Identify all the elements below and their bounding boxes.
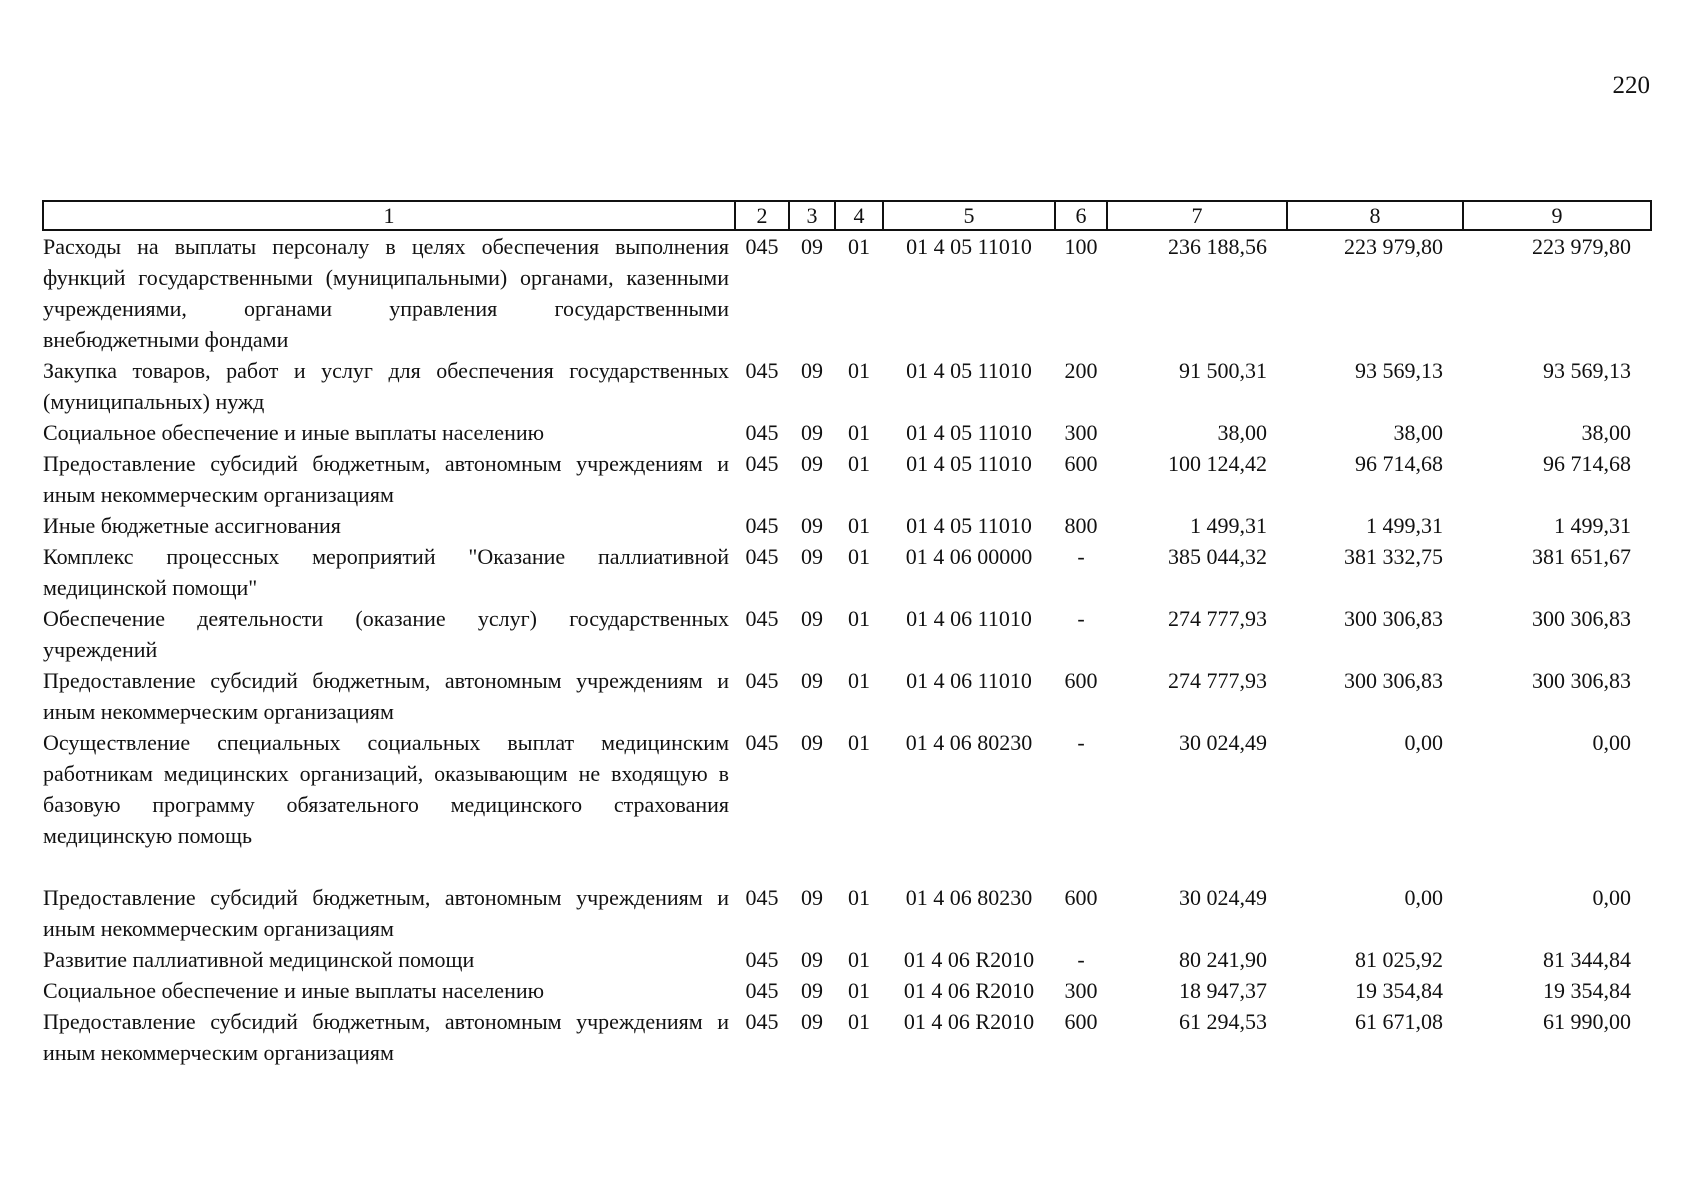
amount-col7-cell: 236 188,56 (1168, 234, 1267, 259)
expense-type-cell: 200 (1064, 358, 1098, 383)
amount-col7-cell: 61 294,53 (1179, 1009, 1267, 1034)
subsection-code-cell: 01 (848, 451, 870, 476)
header-cell-4: 4 (835, 201, 883, 230)
expense-type-cell: 800 (1064, 513, 1098, 538)
row-name-cell: Иные бюджетные ассигнования (43, 513, 341, 538)
table-row (43, 448, 1651, 510)
row-name-cell: Предоставление субсидий бюджетным, автономным учреждениям и иным некоммерческим организациям (43, 668, 729, 724)
amount-col9-cell: 19 354,84 (1543, 978, 1631, 1003)
table-row (43, 355, 1651, 417)
amount-col7-cell: 385 044,32 (1168, 544, 1267, 569)
amount-col8-cell: 96 714,68 (1355, 451, 1443, 476)
section-code-cell: 09 (801, 358, 823, 383)
amount-col8-cell: 61 671,08 (1355, 1009, 1443, 1034)
subsection-code-cell: 01 (848, 885, 870, 910)
table-row (43, 541, 1651, 603)
amount-col9-cell: 223 979,80 (1532, 234, 1631, 259)
amount-col9-cell: 61 990,00 (1543, 1009, 1631, 1034)
row-name-cell: Социальное обеспечение и иные выплаты населению (43, 420, 545, 445)
target-article-cell: 01 4 05 11010 (906, 234, 1032, 259)
section-code-cell: 09 (801, 234, 823, 259)
amount-col7-cell: 100 124,42 (1168, 451, 1267, 476)
amount-col7-cell: 30 024,49 (1179, 730, 1267, 755)
amount-col7-cell: 18 947,37 (1179, 978, 1267, 1003)
table-row (43, 1006, 1651, 1068)
table-row (43, 603, 1651, 665)
table-row (43, 230, 1651, 355)
row-name-cell: Обеспечение деятельности (оказание услуг) государственных учреждений (43, 606, 729, 662)
section-code-cell: 09 (801, 544, 823, 569)
table-row (43, 851, 1651, 944)
amount-col8-cell: 93 569,13 (1355, 358, 1443, 383)
section-code-cell: 09 (801, 978, 823, 1003)
ministry-code-cell: 045 (745, 420, 779, 445)
header-cell-1: 1 (43, 201, 735, 230)
amount-col9-cell: 96 714,68 (1543, 451, 1631, 476)
expense-type-cell: - (1077, 947, 1085, 972)
budget-table (42, 200, 1652, 1068)
amount-col7-cell: 91 500,31 (1179, 358, 1267, 383)
amount-col9-cell: 300 306,83 (1532, 606, 1631, 631)
amount-col8-cell: 38,00 (1393, 420, 1443, 445)
subsection-code-cell: 01 (848, 358, 870, 383)
header-cell-3: 3 (789, 201, 835, 230)
table-row (43, 975, 1651, 1006)
amount-col8-cell: 381 332,75 (1344, 544, 1443, 569)
subsection-code-cell: 01 (848, 947, 870, 972)
amount-col8-cell: 300 306,83 (1344, 668, 1443, 693)
amount-col9-cell: 0,00 (1592, 885, 1631, 910)
expense-type-cell: 600 (1064, 885, 1098, 910)
expense-type-cell: 600 (1064, 668, 1098, 693)
header-cell-8: 8 (1287, 201, 1463, 230)
amount-col8-cell: 223 979,80 (1344, 234, 1443, 259)
amount-col7-cell: 38,00 (1217, 420, 1267, 445)
expense-type-cell: - (1077, 606, 1085, 631)
amount-col9-cell: 38,00 (1581, 420, 1631, 445)
header-cell-7: 7 (1107, 201, 1287, 230)
table-row (43, 510, 1651, 541)
target-article-cell: 01 4 05 11010 (906, 420, 1032, 445)
section-code-cell: 09 (801, 668, 823, 693)
section-code-cell: 09 (801, 606, 823, 631)
section-code-cell: 09 (801, 947, 823, 972)
expense-type-cell: 600 (1064, 1009, 1098, 1034)
target-article-cell: 01 4 06 80230 (905, 730, 1033, 755)
ministry-code-cell: 045 (745, 358, 779, 383)
amount-col7-cell: 30 024,49 (1179, 885, 1267, 910)
table-row (43, 665, 1651, 727)
ministry-code-cell: 045 (745, 234, 779, 259)
row-name-cell: Предоставление субсидий бюджетным, автономным учреждениям и иным некоммерческим организациям (43, 451, 729, 507)
target-article-cell: 01 4 05 11010 (906, 358, 1032, 383)
expense-type-cell: 600 (1064, 451, 1098, 476)
subsection-code-cell: 01 (848, 668, 870, 693)
amount-col9-cell: 300 306,83 (1532, 668, 1631, 693)
table-body (43, 230, 1651, 1068)
amount-col9-cell: 381 651,67 (1532, 544, 1631, 569)
header-cell-6: 6 (1055, 201, 1107, 230)
target-article-cell: 01 4 06 11010 (906, 606, 1032, 631)
table-row (43, 417, 1651, 448)
expense-type-cell: - (1077, 544, 1085, 569)
subsection-code-cell: 01 (848, 606, 870, 631)
ministry-code-cell: 045 (745, 885, 779, 910)
row-name-cell: Предоставление субсидий бюджетным, автономным учреждениям и иным некоммерческим организациям (43, 885, 729, 941)
expense-type-cell: 300 (1064, 978, 1098, 1003)
expense-type-cell: 300 (1064, 420, 1098, 445)
subsection-code-cell: 01 (848, 978, 870, 1003)
target-article-cell: 01 4 06 R2010 (903, 947, 1035, 972)
amount-col7-cell: 1 499,31 (1190, 513, 1267, 538)
amount-col9-cell: 1 499,31 (1554, 513, 1631, 538)
row-name-cell: Социальное обеспечение и иные выплаты населению (43, 978, 545, 1003)
subsection-code-cell: 01 (848, 544, 870, 569)
expense-type-cell: 100 (1064, 234, 1098, 259)
target-article-cell: 01 4 05 11010 (906, 513, 1032, 538)
ministry-code-cell: 045 (745, 1009, 779, 1034)
row-name-cell: Осуществление специальных социальных выплат медицинским работникам медицинских организаций, оказывающим не входящую в базовую программу обязательного медицинского страхования медицинскую помощь (43, 730, 729, 848)
amount-col9-cell: 81 344,84 (1543, 947, 1631, 972)
target-article-cell: 01 4 06 R2010 (903, 1009, 1035, 1034)
target-article-cell: 01 4 06 11010 (906, 668, 1032, 693)
section-code-cell: 09 (801, 730, 823, 755)
row-name-cell: Расходы на выплаты персоналу в целях обеспечения выполнения функций государственными (муниципальными) органами, казенными учреждениями, органами управления государственными внебюджетными фондами (43, 234, 729, 352)
ministry-code-cell: 045 (745, 606, 779, 631)
subsection-code-cell: 01 (848, 234, 870, 259)
target-article-cell: 01 4 06 00000 (905, 544, 1033, 569)
ministry-code-cell: 045 (745, 451, 779, 476)
header-cell-2: 2 (735, 201, 789, 230)
ministry-code-cell: 045 (745, 978, 779, 1003)
expense-type-cell: - (1077, 730, 1085, 755)
header-row (43, 201, 1651, 230)
table-row (43, 944, 1651, 975)
target-article-cell: 01 4 05 11010 (906, 451, 1032, 476)
ministry-code-cell: 045 (745, 544, 779, 569)
amount-col9-cell: 93 569,13 (1543, 358, 1631, 383)
target-article-cell: 01 4 06 R2010 (903, 978, 1035, 1003)
amount-col7-cell: 80 241,90 (1179, 947, 1267, 972)
section-code-cell: 09 (801, 513, 823, 538)
ministry-code-cell: 045 (745, 947, 779, 972)
header-cell-9: 9 (1463, 201, 1651, 230)
amount-col8-cell: 19 354,84 (1355, 978, 1443, 1003)
row-name-cell: Закупка товаров, работ и услуг для обеспечения государственных (муниципальных) нужд (43, 358, 729, 414)
ministry-code-cell: 045 (745, 668, 779, 693)
row-name-cell: Предоставление субсидий бюджетным, автономным учреждениям и иным некоммерческим организациям (43, 1009, 729, 1065)
amount-col8-cell: 1 499,31 (1366, 513, 1443, 538)
row-name-cell: Комплекс процессных мероприятий "Оказание паллиативной медицинской помощи" (43, 544, 729, 600)
amount-col8-cell: 0,00 (1404, 885, 1443, 910)
section-code-cell: 09 (801, 885, 823, 910)
amount-col9-cell: 0,00 (1592, 730, 1631, 755)
ministry-code-cell: 045 (745, 513, 779, 538)
section-code-cell: 09 (801, 420, 823, 445)
subsection-code-cell: 01 (848, 420, 870, 445)
amount-col7-cell: 274 777,93 (1168, 668, 1267, 693)
amount-col8-cell: 81 025,92 (1355, 947, 1443, 972)
target-article-cell: 01 4 06 80230 (905, 885, 1033, 910)
subsection-code-cell: 01 (848, 1009, 870, 1034)
amount-col8-cell: 300 306,83 (1344, 606, 1443, 631)
amount-col7-cell: 274 777,93 (1168, 606, 1267, 631)
row-name-cell: Развитие паллиативной медицинской помощи (43, 947, 475, 972)
header-cell-5: 5 (883, 201, 1055, 230)
amount-col8-cell: 0,00 (1404, 730, 1443, 755)
subsection-code-cell: 01 (848, 513, 870, 538)
subsection-code-cell: 01 (848, 730, 870, 755)
table-row (43, 727, 1651, 851)
page-number: 220 (1612, 72, 1650, 99)
ministry-code-cell: 045 (745, 730, 779, 755)
section-code-cell: 09 (801, 451, 823, 476)
section-code-cell: 09 (801, 1009, 823, 1034)
